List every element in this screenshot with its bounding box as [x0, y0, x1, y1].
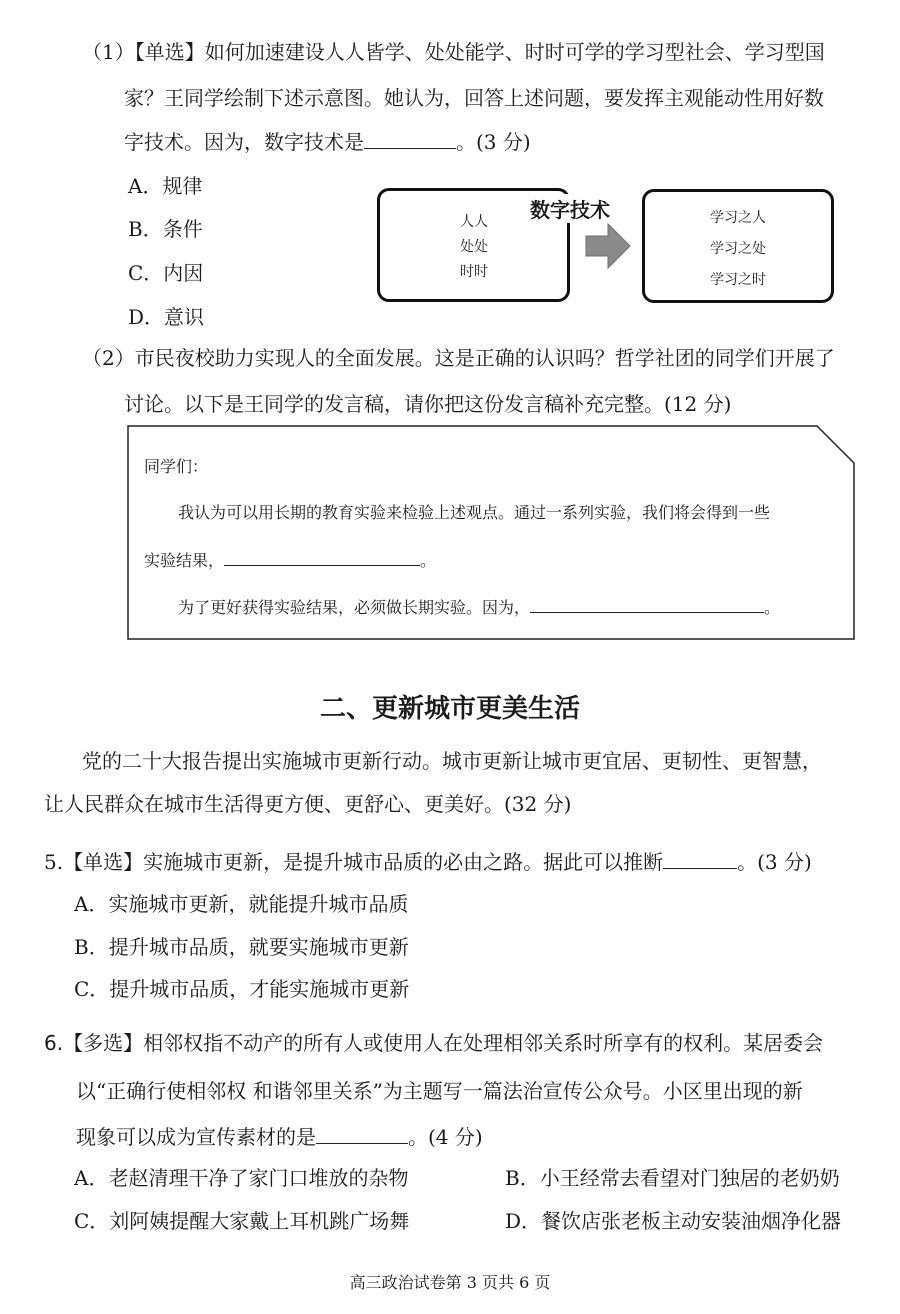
q5-answer-blank[interactable]	[663, 846, 737, 869]
speech-p2-text: 实验结果，	[144, 551, 225, 570]
speech-answer-blank-2[interactable]	[530, 594, 764, 613]
q1-stem-line3	[124, 126, 531, 155]
diagram-title: 数字技术	[524, 194, 616, 223]
q2-stem-line2: 讨论。以下是王同学的发言稿，请你把这份发言稿补充完整。(12 分)	[124, 392, 732, 416]
page-footer: 高三政治试卷第 3 页共 6 页	[349, 1273, 551, 1292]
speech-p3-text: 为了更好获得实验结果，必须做长期实验。因为，	[178, 598, 531, 617]
q1-option-b[interactable]: B．条件	[128, 217, 203, 241]
q1-stem-line2: 家？王同学绘制下述示意图。她认为，回答上述问题，要发挥主观能动性用好数	[124, 86, 824, 110]
q6-stem-line3-text: 现象可以成为宣传素材的是	[76, 1125, 316, 1149]
q5-stem-text: 5.【单选】实施城市更新，是提升城市品质的必由之路。据此可以推断	[44, 850, 664, 874]
section-intro-line2: 让人民群众在城市生活得更方便、更舒心、更美好。(32 分)	[44, 792, 572, 816]
q1-stem-line3-text: 字技术。因为，数字技术是	[124, 130, 364, 154]
speech-greeting: 同学们：	[144, 457, 209, 476]
diagram-left-item: 处处	[460, 239, 488, 255]
section-intro-line1: 党的二十大报告提出实施城市更新行动。城市更新让城市更宜居、更韧性、更智慧，	[82, 749, 822, 773]
diagram-right-item: 学习之人	[710, 210, 766, 226]
diagram-right-item: 学习之处	[710, 241, 766, 257]
q6-option-b[interactable]: B．小王经常去看望对门独居的老奶奶	[505, 1166, 840, 1190]
speech-p3-end: 。	[764, 598, 781, 617]
q6-option-a[interactable]: A．老赵清理干净了家门口堆放的杂物	[74, 1166, 409, 1190]
q6-option-c[interactable]: C．刘阿姨提醒大家戴上耳机跳广场舞	[74, 1209, 410, 1233]
speech-paragraph-2	[144, 547, 436, 571]
diagram-left-item: 时时	[460, 264, 488, 280]
section-title: 二、更新城市更美生活	[319, 694, 580, 724]
q6-stem-line2: 以“正确行使相邻权 和谐邻里关系”为主题写一篇法治宣传公众号。小区里出现的新	[76, 1079, 803, 1103]
q5-option-c[interactable]: C．提升城市品质，才能实施城市更新	[74, 977, 410, 1001]
speech-paragraph-3	[178, 594, 780, 618]
q1-score: 。(3 分)	[456, 130, 531, 154]
speech-p2-end: 。	[420, 551, 437, 570]
q6-option-d[interactable]: D．餐饮店张老板主动安装油烟净化器	[505, 1209, 842, 1233]
q5-option-b[interactable]: B．提升城市品质，就要实施城市更新	[74, 935, 409, 959]
q6-answer-blank[interactable]	[316, 1121, 408, 1144]
q1-option-d[interactable]: D．意识	[128, 305, 205, 329]
q5-stem	[44, 846, 812, 875]
q1-option-a[interactable]: A．规律	[128, 174, 203, 198]
diagram-right-item: 学习之时	[710, 272, 766, 288]
diagram-left-items	[444, 210, 504, 285]
diagram-left-item: 人人	[460, 214, 488, 230]
diagram-arrow-icon	[584, 222, 632, 270]
q6-score: 。(4 分)	[408, 1125, 483, 1149]
q5-option-a[interactable]: A．实施城市更新，就能提升城市品质	[74, 892, 409, 916]
q1-option-c[interactable]: C．内因	[128, 261, 204, 285]
diagram-right-items	[690, 203, 786, 296]
q6-stem-line1: 6.【多选】相邻权指不动产的所有人或使用人在处理相邻关系时所享有的权利。某居委会	[44, 1031, 824, 1055]
speech-paragraph-1: 我认为可以用长期的教育实验来检验上述观点。通过一系列实验，我们将会得到一些	[178, 503, 771, 522]
speech-answer-blank-1[interactable]	[224, 547, 420, 566]
q1-answer-blank[interactable]	[364, 126, 456, 149]
q1-stem-line1: （1）【单选】如何加速建设人人皆学、处处能学、时时可学的学习型社会、学习型国	[82, 40, 825, 64]
q2-stem-line1: （2）市民夜校助力实现人的全面发展。这是正确的认识吗？哲学社团的同学们开展了	[82, 346, 835, 370]
q6-stem-line3	[76, 1121, 483, 1150]
q5-score: 。(3 分)	[737, 850, 812, 874]
